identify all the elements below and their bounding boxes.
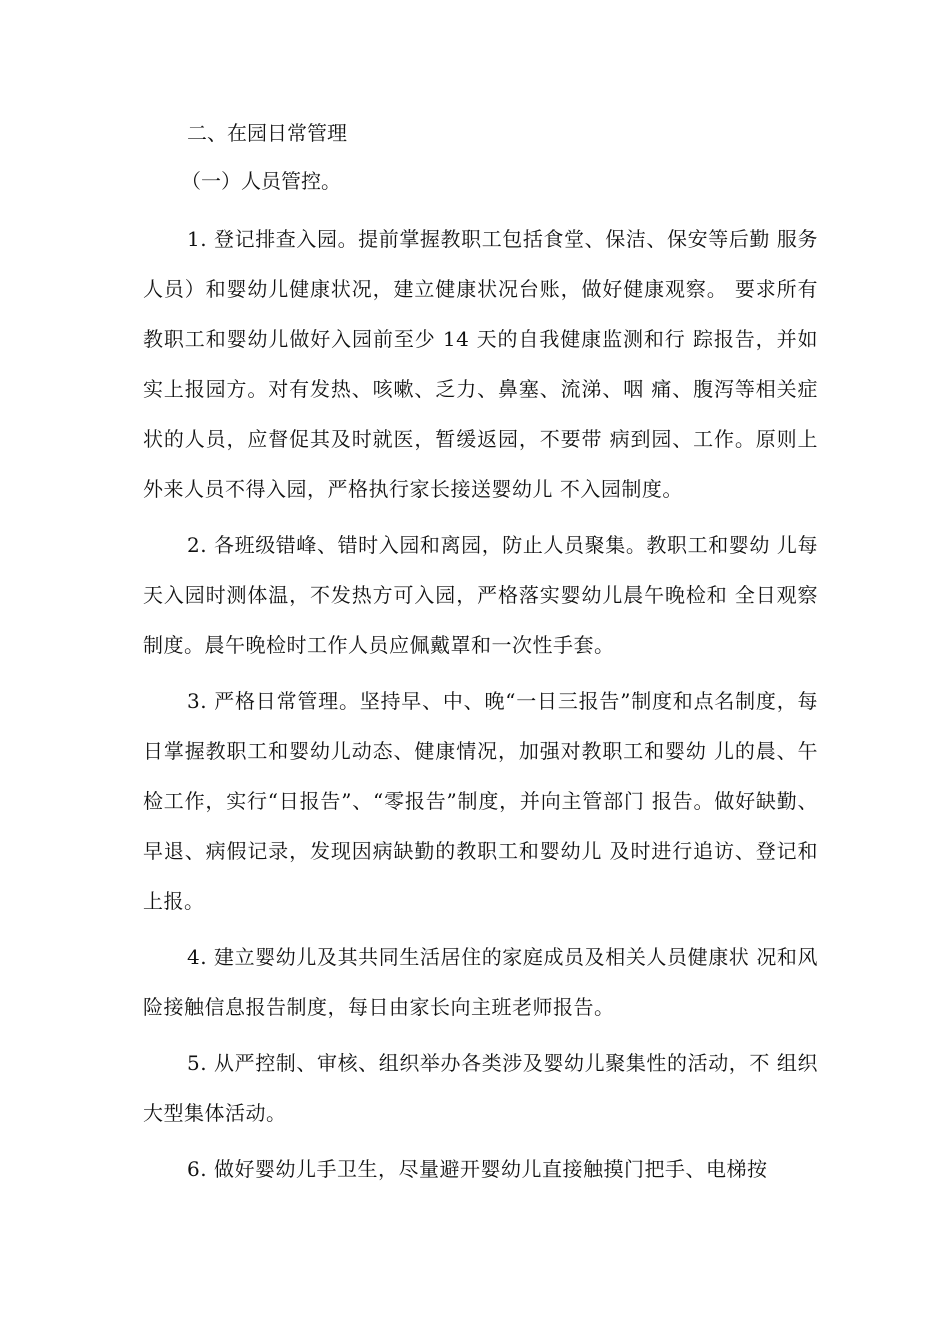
paragraph-2: 2. 各班级错峰、错时入园和离园，防止人员聚集。教职工和婴幼 儿每天入园时测体温，不发热方可入园，严格落实婴幼儿晨午晚检和 全日观察制度。晨午晚检时工作人员应佩戴罩和一次性手套。 bbox=[143, 533, 818, 657]
paragraph-4: 4. 建立婴幼儿及其共同生活居住的家庭成员及相关人员健康状 况和风险接触信息报告制度，每日由家长向主班老师报告。 bbox=[143, 945, 818, 1019]
paragraph-6: 6. 做好婴幼儿手卫生，尽量避开婴幼儿直接触摸门把手、电梯按 bbox=[187, 1157, 768, 1181]
paragraph-3: 3. 严格日常管理。坚持早、中、晚“一日三报告”制度和点名制度，每日掌握教职工和婴幼儿动态、健康情况，加强对教职工和婴幼 儿的晨、午检工作，实行“日报告”、“零报告”制度，并向主管部门 报告。做好缺勤、早退、病假记录，发现因病缺勤的教职工和婴幼儿 及时进行追访、登记和上报。 bbox=[143, 689, 818, 913]
section-title: 二、在园日常管理 bbox=[187, 121, 347, 145]
paragraph-5: 5. 从严控制、审核、组织举办各类涉及婴幼儿聚集性的活动，不 组织大型集体活动。 bbox=[143, 1051, 818, 1125]
subsection-title: （一）人员管控。 bbox=[181, 169, 341, 193]
document-page bbox=[143, 118, 818, 1200]
paragraph-1: 1. 登记排查入园。提前掌握教职工包括食堂、保洁、保安等后勤 服务人员）和婴幼儿健康状况，建立健康状况台账，做好健康观察。 要求所有教职工和婴幼儿做好入园前至少 14 天的自我健康监测和行 踪报告，并如实上报园方。对有发热、咳嗽、乏力、鼻塞、流涕、咽 痛、腹泻等相关症状的人员，应督促其及时就医，暂缓返园，不要带 病到园、工作。原则上外来人员不得入园，严格执行家长接送婴幼儿 不入园制度。 bbox=[143, 227, 818, 501]
